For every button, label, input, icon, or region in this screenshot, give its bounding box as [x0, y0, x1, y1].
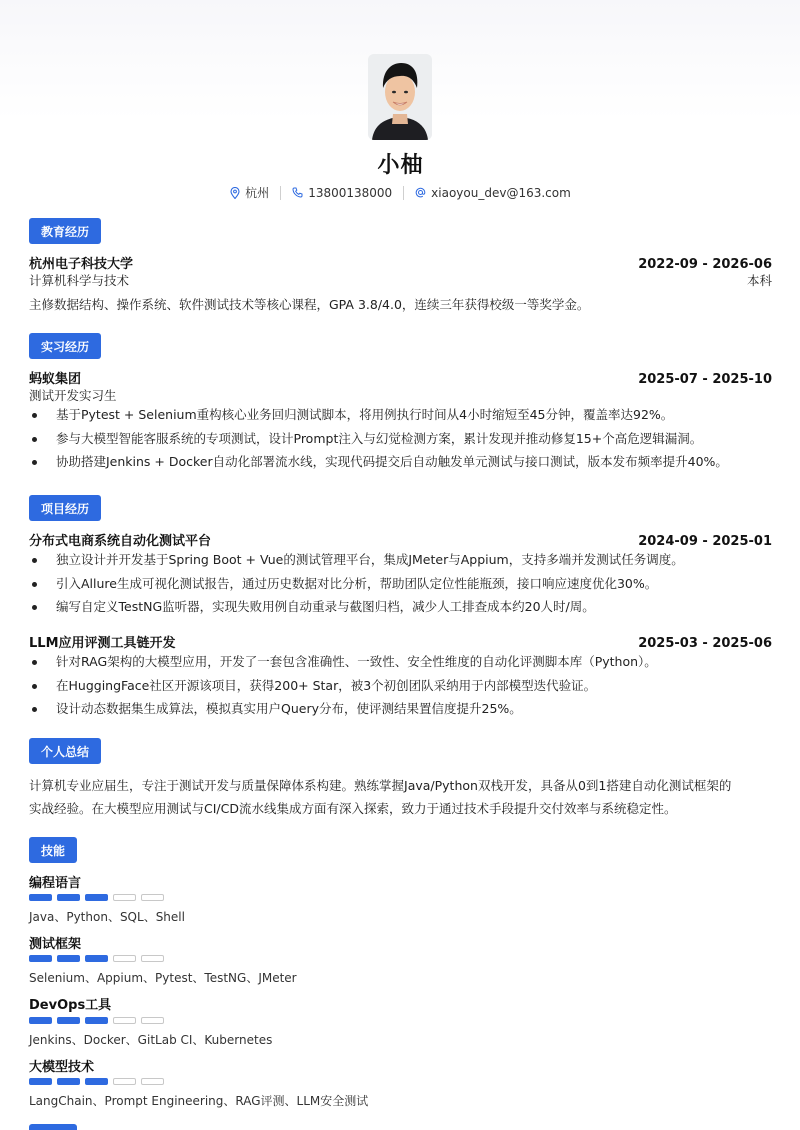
- internship-dates: 2025-07 - 2025-10: [638, 372, 772, 387]
- skill-level-filled-segment: [85, 1017, 108, 1024]
- education-dates: 2022-09 - 2026-06: [638, 257, 772, 272]
- internship-header: [29, 368, 772, 387]
- profile-photo: [368, 54, 432, 140]
- next-section-tag-partial: [29, 1124, 77, 1130]
- internship-bullets: [29, 403, 772, 474]
- skill-level-meter: [29, 1017, 164, 1024]
- email-at-icon: [415, 187, 426, 198]
- list-item: 在HuggingFace社区开源该项目，获得200+ Star，被3个初创团队采纳用于内部模型迭代验证。: [29, 674, 772, 698]
- list-item: 独立设计并开发基于Spring Boot + Vue的测试管理平台，集成JMeter与Appium，支持多端并发测试任务调度。: [29, 548, 772, 572]
- education-school: 杭州电子科技大学: [29, 257, 134, 272]
- list-item: 基于Pytest + Selenium重构核心业务回归测试脚本，将用例执行时间从4小时缩短至45分钟，覆盖率达92%。: [29, 403, 772, 427]
- section-internship-title: 实习经历: [29, 333, 101, 359]
- skill-level-filled-segment: [57, 1078, 80, 1085]
- skill-level-filled-segment: [85, 955, 108, 962]
- skill-level-filled-segment: [29, 1078, 52, 1085]
- section-summary-title: 个人总结: [29, 738, 101, 764]
- education-subheader: [29, 271, 772, 289]
- project-1-header: [29, 530, 772, 549]
- skill-level-empty-segment: [113, 1078, 136, 1085]
- skill-level-filled-segment: [29, 894, 52, 901]
- project-1-bullets: [29, 548, 772, 619]
- skill-1-name: 编程语言: [29, 876, 82, 891]
- skill-3-name: DevOps工具: [29, 998, 112, 1013]
- project-2-name: LLM应用评测工具链开发: [29, 636, 176, 651]
- skill-2-detail: Selenium、Appium、Pytest、TestNG、JMeter: [29, 971, 297, 985]
- skill-level-meter: [29, 955, 164, 962]
- candidate-name: 小柚: [377, 153, 424, 178]
- skill-2-name: 测试框架: [29, 937, 82, 952]
- location-text: 杭州: [245, 186, 270, 200]
- section-projects-title: 项目经历: [29, 495, 101, 521]
- list-item: 引入Allure生成可视化测试报告，通过历史数据对比分析，帮助团队定位性能瓶颈，接口响应速度优化30%。: [29, 572, 772, 596]
- skill-1-detail: Java、Python、SQL、Shell: [29, 910, 185, 924]
- skill-level-filled-segment: [57, 1017, 80, 1024]
- list-item: 针对RAG架构的大模型应用，开发了一套包含准确性、一致性、安全性维度的自动化评测脚本库（Python）。: [29, 650, 772, 674]
- education-major: 计算机科学与技术: [29, 273, 130, 288]
- skill-level-filled-segment: [85, 1078, 108, 1085]
- skill-level-filled-segment: [57, 955, 80, 962]
- skill-level-empty-segment: [141, 1078, 164, 1085]
- contact-info: [29, 184, 772, 201]
- skill-level-filled-segment: [57, 894, 80, 901]
- skill-level-filled-segment: [85, 894, 108, 901]
- skill-4-name: 大模型技术: [29, 1060, 95, 1075]
- project-1-name: 分布式电商系统自动化测试平台: [29, 534, 212, 549]
- internship-role: 测试开发实习生: [29, 388, 117, 403]
- skill-level-empty-segment: [113, 894, 136, 901]
- contact-location: [219, 184, 280, 201]
- list-item: 编写自定义TestNG监听器，实现失败用例自动重录与截图归档，减少人工排查成本约20人时/周。: [29, 595, 772, 619]
- skill-3-detail: Jenkins、Docker、GitLab CI、Kubernetes: [29, 1033, 273, 1047]
- skill-level-empty-segment: [113, 955, 136, 962]
- skill-level-meter: [29, 1078, 164, 1085]
- education-description: 主修数据结构、操作系统、软件测试技术等核心课程，GPA 3.8/4.0，连续三年获得校级一等奖学金。: [29, 297, 590, 312]
- project-1-dates: 2024-09 - 2025-01: [638, 534, 772, 549]
- skill-level-filled-segment: [29, 1017, 52, 1024]
- project-2-header: [29, 632, 772, 651]
- summary-line-1: 计算机专业应届生，专注于测试开发与质量保障体系构建。熟练掌握Java/Python双栈开发，具备从0到1搭建自动化测试框架的: [29, 778, 732, 793]
- skill-level-meter: [29, 894, 164, 901]
- skill-4-detail: LangChain、Prompt Engineering、RAG评测、LLM安全测试: [29, 1094, 369, 1108]
- phone-text: 13800138000: [308, 185, 393, 200]
- skill-level-empty-segment: [141, 894, 164, 901]
- project-2-dates: 2025-03 - 2025-06: [638, 636, 772, 651]
- location-pin-icon: [230, 187, 240, 199]
- email-text[interactable]: xiaoyou_dev@163.com: [431, 185, 571, 200]
- education-degree: 本科: [746, 273, 772, 288]
- phone-icon: [292, 187, 303, 198]
- section-skills-title: 技能: [29, 837, 77, 863]
- skill-level-filled-segment: [29, 955, 52, 962]
- project-2-bullets: [29, 650, 772, 721]
- summary-line-2: 实战经验。在大模型应用测试与CI/CD流水线集成方面有深入探索，致力于通过技术手段提升交付效率与系统稳定性。: [29, 801, 677, 816]
- skill-level-empty-segment: [141, 1017, 164, 1024]
- list-item: 设计动态数据集生成算法，模拟真实用户Query分布，使评测结果置信度提升25%。: [29, 697, 772, 721]
- skill-level-empty-segment: [141, 955, 164, 962]
- skill-level-empty-segment: [113, 1017, 136, 1024]
- internship-role-row: [29, 386, 772, 404]
- internship-company: 蚂蚁集团: [29, 372, 82, 387]
- contact-phone: [280, 186, 403, 200]
- education-header: [29, 253, 772, 272]
- list-item: 协助搭建Jenkins + Docker自动化部署流水线，实现代码提交后自动触发单元测试与接口测试，版本发布频率提升40%。: [29, 450, 772, 474]
- section-education-title: 教育经历: [29, 218, 101, 244]
- contact-email[interactable]: [403, 186, 582, 200]
- list-item: 参与大模型智能客服系统的专项测试，设计Prompt注入与幻觉检测方案，累计发现并推动修复15+个高危逻辑漏洞。: [29, 427, 772, 451]
